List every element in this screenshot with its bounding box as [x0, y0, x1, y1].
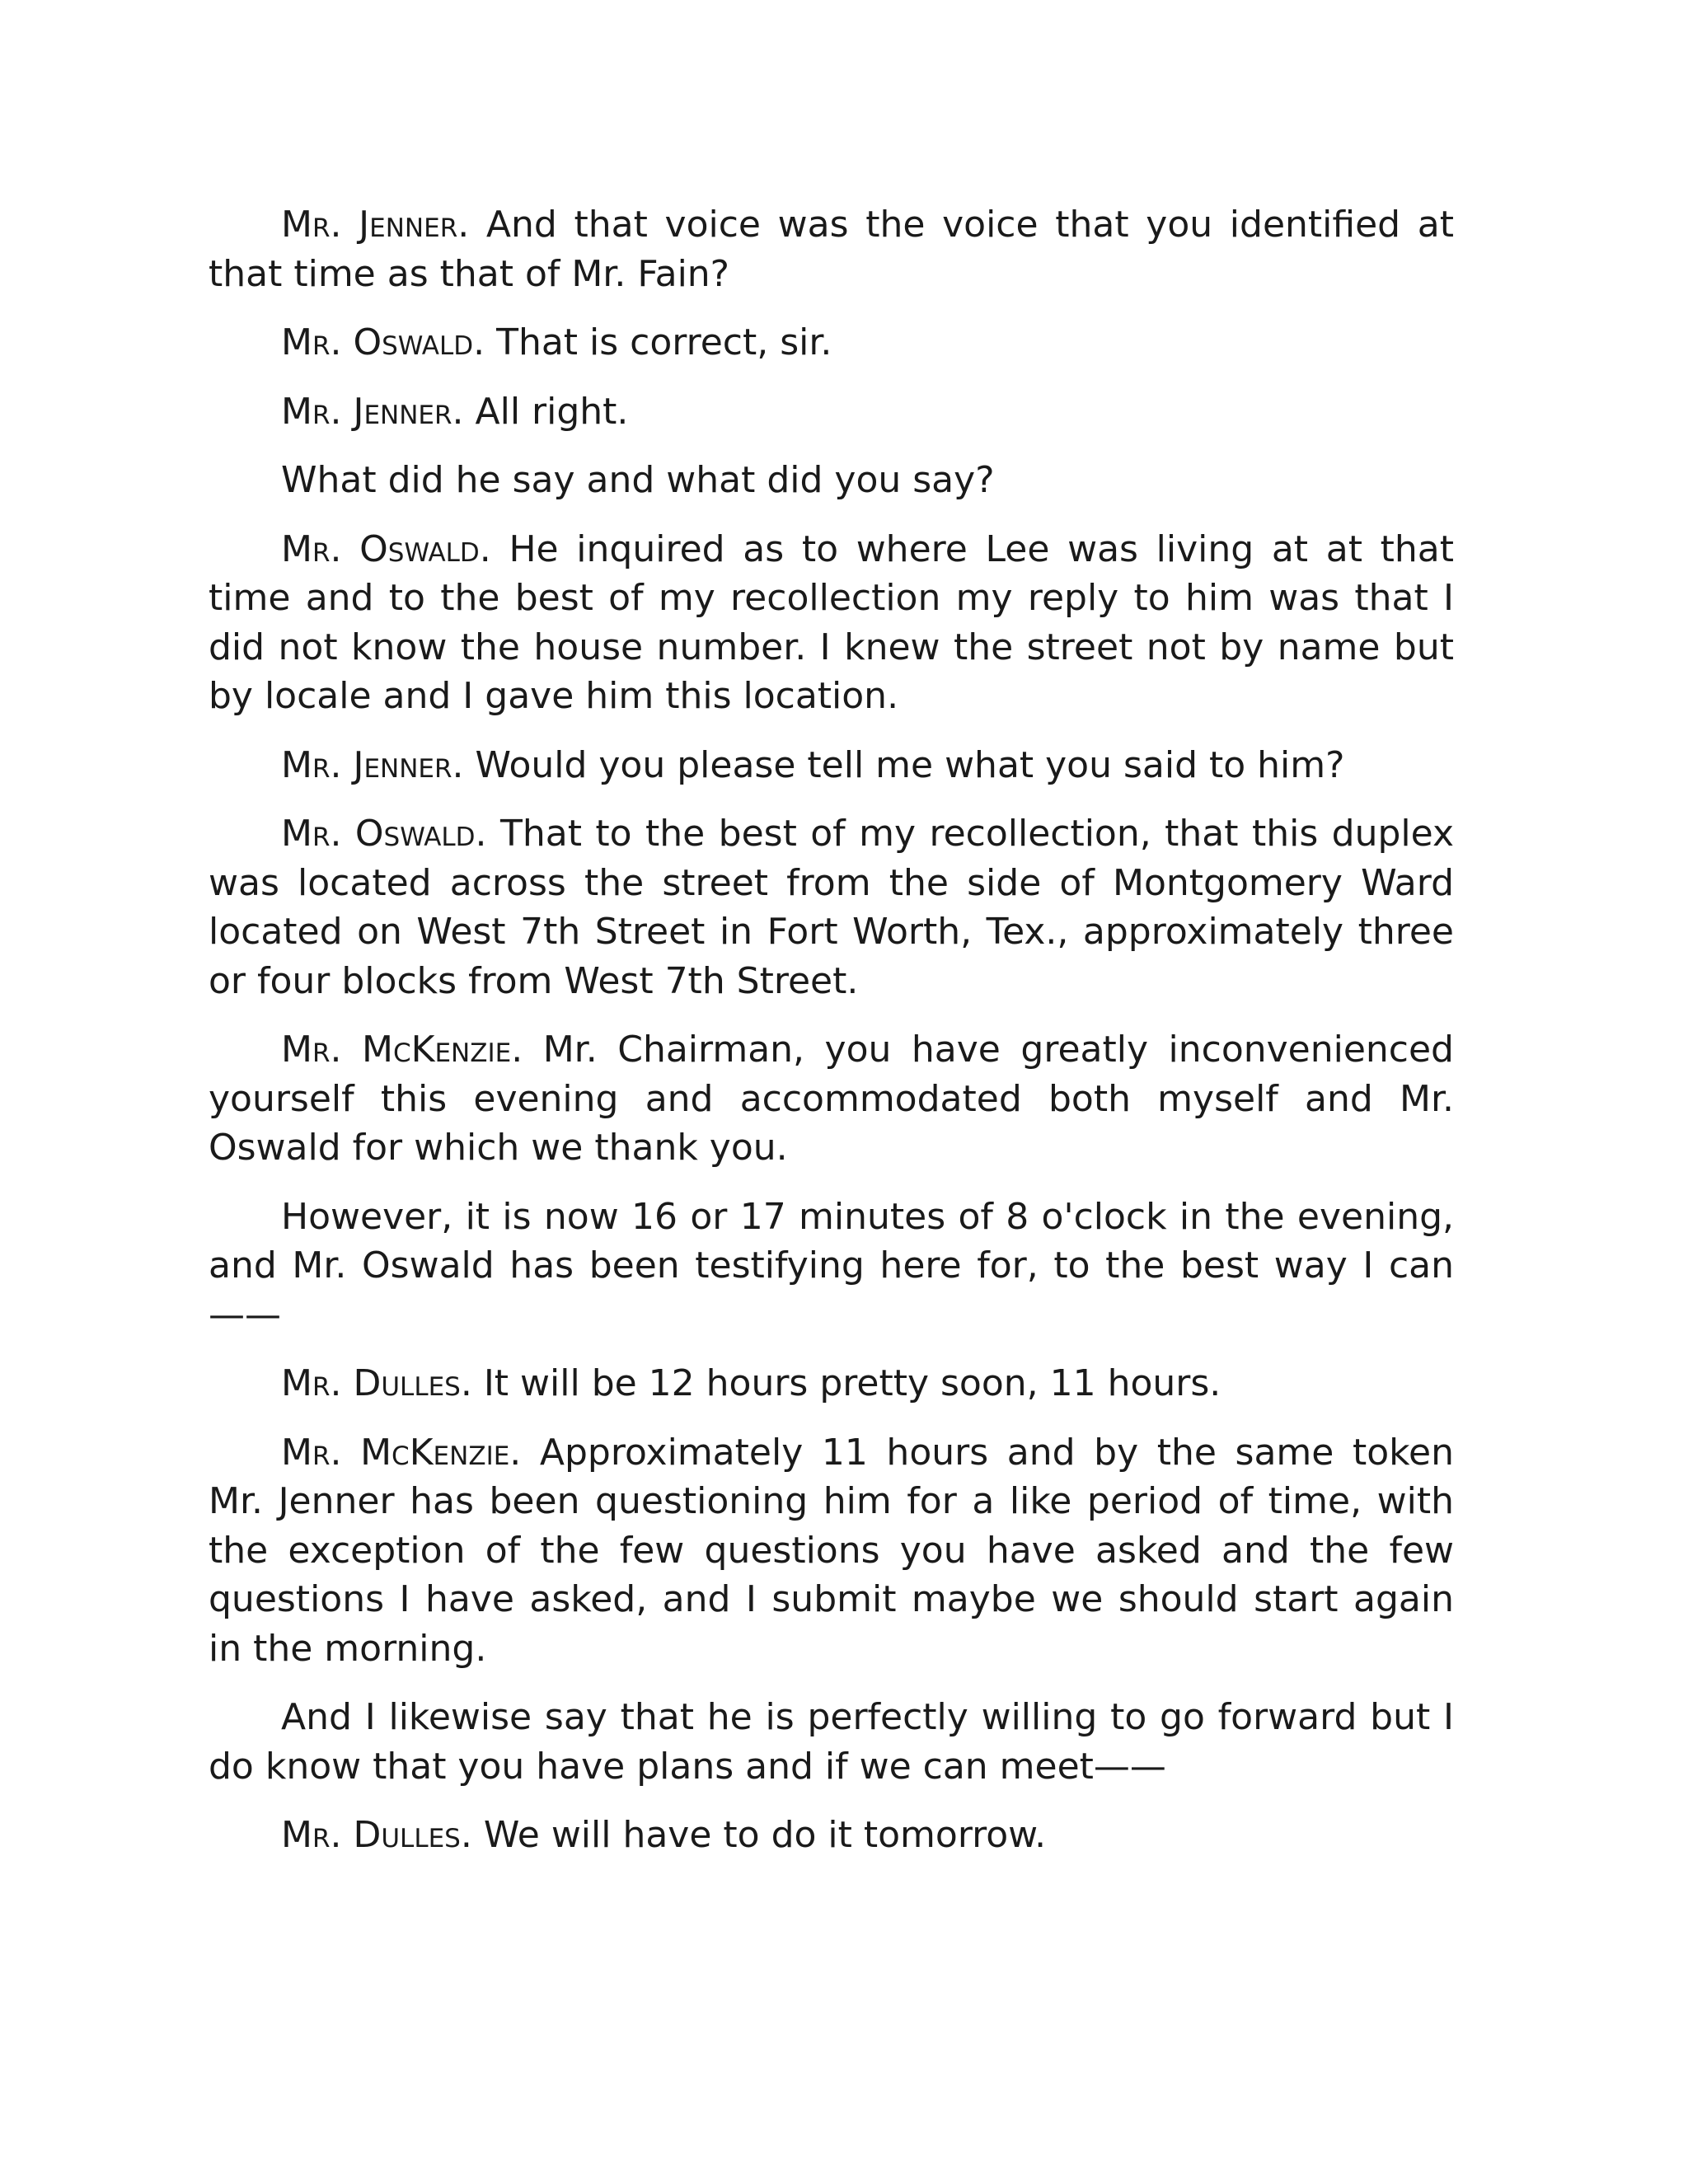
speaker-name: Mr. Oswald.	[281, 321, 485, 363]
paragraph-text: However, it is now 16 or 17 minutes of 8 o'clock in the evening, and Mr. Oswald has been testifying here for, to the best way I can——	[209, 1195, 1454, 1336]
transcript-paragraph	[209, 200, 1454, 298]
speaker-name: Mr. Dulles.	[281, 1362, 472, 1404]
transcript-paragraph	[209, 1428, 1454, 1674]
speaker-name: Mr. Dulles.	[281, 1814, 472, 1856]
paragraph-text: Approximately 11 hours and by the same token Mr. Jenner has been questioning him for a like period of time, with the exception of the few questions you have asked and the few questions I have asked, and I submit maybe we should start again in the morning.	[209, 1431, 1454, 1670]
paragraph-text: All right.	[463, 390, 629, 433]
transcript-page	[209, 200, 1454, 1880]
paragraph-text: He inquired as to where Lee was living at at that time and to the best of my recollection my reply to him was that I did not know the house number. I knew the street not by name but by locale and I gave him this location.	[209, 527, 1455, 717]
transcript-paragraph	[209, 1193, 1454, 1340]
paragraph-text: Mr. Chairman, you have greatly inconvenienced yourself this evening and accommodated both myself and Mr. Oswald for which we thank you.	[209, 1029, 1454, 1169]
paragraph-text: And I likewise say that he is perfectly willing to go forward but I do know that you have plans and if we can meet——	[209, 1696, 1454, 1788]
transcript-paragraph	[209, 1693, 1454, 1791]
transcript-paragraph	[209, 456, 1454, 505]
speaker-name: Mr. McKenzie.	[281, 1431, 522, 1474]
transcript-paragraph	[209, 387, 1454, 437]
speaker-name: Mr. Oswald.	[281, 527, 491, 570]
transcript-paragraph	[209, 741, 1454, 790]
transcript-paragraph	[209, 1359, 1454, 1408]
speaker-name: Mr. Jenner.	[281, 390, 464, 433]
speaker-name: Mr. McKenzie.	[281, 1029, 523, 1071]
transcript-paragraph	[209, 525, 1454, 721]
paragraph-text: What did he say and what did you say?	[281, 459, 995, 501]
paragraph-text: It will be 12 hours pretty soon, 11 hours.	[471, 1362, 1221, 1404]
paragraph-text: That is correct, sir.	[485, 321, 832, 363]
speaker-name: Mr. Oswald.	[281, 813, 487, 855]
speaker-name: Mr. Jenner.	[281, 204, 470, 246]
paragraph-text: We will have to do it tomorrow.	[471, 1814, 1047, 1856]
transcript-paragraph	[209, 1811, 1454, 1860]
transcript-paragraph	[209, 1025, 1454, 1173]
paragraph-text: Would you please tell me what you said to him?	[463, 743, 1345, 786]
transcript-paragraph	[209, 318, 1454, 368]
speaker-name: Mr. Jenner.	[281, 743, 464, 786]
paragraph-text: And that voice was the voice that you identified at that time as that of Mr. Fain?	[209, 204, 1455, 295]
transcript-paragraph	[209, 809, 1454, 1005]
paragraph-text: That to the best of my recollection, that this duplex was located across the street from the side of Montgomery Ward located on West 7th Street in Fort Worth, Tex., approximately three or four blocks from West 7th Street.	[209, 813, 1454, 1002]
